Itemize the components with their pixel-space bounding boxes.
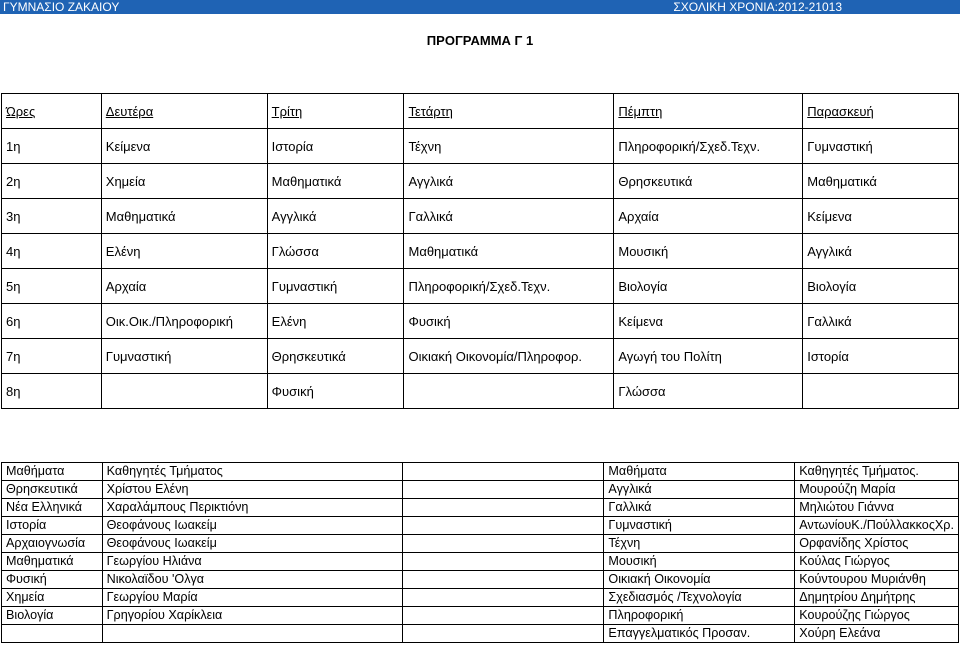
teachers-row bbox=[2, 481, 959, 499]
teachers-cell: Γυμναστική bbox=[604, 517, 795, 535]
schedule-header-row bbox=[2, 94, 959, 129]
schedule-cell: Αγγλικά bbox=[404, 164, 614, 199]
teachers-row bbox=[2, 517, 959, 535]
teachers-table bbox=[1, 462, 959, 643]
schedule-cell: Γυμναστική bbox=[101, 339, 267, 374]
schedule-cell: Αρχαία bbox=[101, 269, 267, 304]
schedule-cell: Αρχαία bbox=[614, 199, 803, 234]
teachers-cell: Θεοφάνους Ιωακείμ bbox=[102, 535, 403, 553]
teachers-cell: Μαθηματικά bbox=[2, 553, 103, 571]
schedule-cell: Οικ.Οικ./Πληροφορική bbox=[101, 304, 267, 339]
teachers-cell: Αρχαιογνωσία bbox=[2, 535, 103, 553]
teachers-row bbox=[2, 553, 959, 571]
teachers-spacer-cell bbox=[403, 553, 604, 571]
schedule-cell bbox=[404, 374, 614, 409]
teachers-header-cell: Μαθήματα bbox=[2, 463, 103, 481]
schedule-cell: Θρησκευτικά bbox=[614, 164, 803, 199]
teachers-cell: Θεοφάνους Ιωακείμ bbox=[102, 517, 403, 535]
page-title: ΠΡΟΓΡΑΜΜΑ Γ 1 bbox=[426, 33, 534, 48]
schedule-row bbox=[2, 199, 959, 234]
schedule-cell: Αγγλικά bbox=[267, 199, 404, 234]
teachers-cell: Χούρη Ελεάνα bbox=[795, 625, 959, 643]
schedule-cell: Ελένη bbox=[101, 234, 267, 269]
teachers-row bbox=[2, 499, 959, 517]
teachers-spacer-cell bbox=[403, 535, 604, 553]
schedule-cell: Μαθηματικά bbox=[101, 199, 267, 234]
schedule-cell: 1η bbox=[2, 129, 102, 164]
schedule-cell: Αγωγή του Πολίτη bbox=[614, 339, 803, 374]
teachers-cell: Γεωργίου Μαρία bbox=[102, 589, 403, 607]
schedule-cell: Πληροφορική/Σχεδ.Τεχν. bbox=[614, 129, 803, 164]
school-year: ΣΧΟΛΙΚΗ ΧΡΟΝΙΑ:2012-21013 bbox=[673, 0, 842, 14]
schedule-cell: Αγγλικά bbox=[803, 234, 959, 269]
schedule-header-cell: Τρίτη bbox=[267, 94, 404, 129]
schedule-row bbox=[2, 304, 959, 339]
teachers-cell bbox=[102, 625, 403, 643]
schedule-cell: Μαθηματικά bbox=[404, 234, 614, 269]
schedule-row bbox=[2, 269, 959, 304]
teachers-cell: Νέα Ελληνικά bbox=[2, 499, 103, 517]
teachers-spacer-cell bbox=[403, 571, 604, 589]
schedule-cell: Μαθηματικά bbox=[267, 164, 404, 199]
teachers-cell: Χαραλάμπους Περικτιόνη bbox=[102, 499, 403, 517]
schedule-row bbox=[2, 339, 959, 374]
schedule-row bbox=[2, 374, 959, 409]
teachers-cell: Μουρούζη Μαρία bbox=[795, 481, 959, 499]
schedule-cell: Ελένη bbox=[267, 304, 404, 339]
schedule-cell: Κείμενα bbox=[101, 129, 267, 164]
schedule-cell: Μαθηματικά bbox=[803, 164, 959, 199]
teachers-cell: Χρίστου Ελένη bbox=[102, 481, 403, 499]
teachers-cell bbox=[2, 625, 103, 643]
schedule-cell: Θρησκευτικά bbox=[267, 339, 404, 374]
teachers-cell: Βιολογία bbox=[2, 607, 103, 625]
teachers-cell: Επαγγελματικός Προσαν. bbox=[604, 625, 795, 643]
teachers-cell: Οικιακή Οικονομία bbox=[604, 571, 795, 589]
teachers-cell: Χημεία bbox=[2, 589, 103, 607]
teachers-cell: Δημητρίου Δημήτρης bbox=[795, 589, 959, 607]
teachers-spacer-cell bbox=[403, 625, 604, 643]
schedule-header-cell: Δευτέρα bbox=[101, 94, 267, 129]
schedule-row bbox=[2, 234, 959, 269]
teachers-cell: Θρησκευτικά bbox=[2, 481, 103, 499]
teachers-cell: Γαλλικά bbox=[604, 499, 795, 517]
teachers-cell: Ορφανίδης Χρίστος bbox=[795, 535, 959, 553]
school-name: ΓΥΜΝΑΣΙΟ ΖΑΚΑΙΟΥ bbox=[3, 0, 120, 14]
teachers-cell: Μηλιώτου Γιάννα bbox=[795, 499, 959, 517]
teachers-header-row bbox=[2, 463, 959, 481]
schedule-cell: Βιολογία bbox=[614, 269, 803, 304]
teachers-header-cell: Καθηγητές Τμήματος. bbox=[795, 463, 959, 481]
schedule-cell: Βιολογία bbox=[803, 269, 959, 304]
schedule-cell: Μουσική bbox=[614, 234, 803, 269]
schedule-cell: 2η bbox=[2, 164, 102, 199]
teachers-row bbox=[2, 535, 959, 553]
schedule-cell: Τέχνη bbox=[404, 129, 614, 164]
schedule-cell: Γλώσσα bbox=[267, 234, 404, 269]
teachers-spacer-cell bbox=[403, 589, 604, 607]
top-banner bbox=[0, 0, 960, 14]
schedule-cell: Πληροφορική/Σχεδ.Τεχν. bbox=[404, 269, 614, 304]
schedule-cell: 7η bbox=[2, 339, 102, 374]
teachers-row bbox=[2, 571, 959, 589]
schedule-cell: 3η bbox=[2, 199, 102, 234]
teachers-cell: Κουρούζης Γιώργος bbox=[795, 607, 959, 625]
schedule-table bbox=[1, 93, 959, 409]
schedule-header-cell: Ώρες bbox=[2, 94, 102, 129]
teachers-spacer-cell bbox=[403, 463, 604, 481]
schedule-header-cell: Πέμπτη bbox=[614, 94, 803, 129]
schedule-cell: 4η bbox=[2, 234, 102, 269]
schedule-cell: 5η bbox=[2, 269, 102, 304]
teachers-cell: Πληροφορική bbox=[604, 607, 795, 625]
teachers-spacer-cell bbox=[403, 517, 604, 535]
schedule-cell: 6η bbox=[2, 304, 102, 339]
schedule-cell: Γαλλικά bbox=[803, 304, 959, 339]
teachers-cell: Γρηγορίου Χαρίκλεια bbox=[102, 607, 403, 625]
teachers-cell: Φυσική bbox=[2, 571, 103, 589]
teachers-header-cell: Μαθήματα bbox=[604, 463, 795, 481]
schedule-cell: Φυσική bbox=[267, 374, 404, 409]
schedule-cell: Χημεία bbox=[101, 164, 267, 199]
schedule-cell: Γυμναστική bbox=[803, 129, 959, 164]
schedule-cell: Φυσική bbox=[404, 304, 614, 339]
schedule-cell: Γλώσσα bbox=[614, 374, 803, 409]
schedule-row bbox=[2, 129, 959, 164]
schedule-cell: Ιστορία bbox=[267, 129, 404, 164]
schedule-cell: Οικιακή Οικονομία/Πληροφορ. bbox=[404, 339, 614, 374]
schedule-header-cell: Τετάρτη bbox=[404, 94, 614, 129]
teachers-cell: Αγγλικά bbox=[604, 481, 795, 499]
teachers-cell: Μουσική bbox=[604, 553, 795, 571]
teachers-spacer-cell bbox=[403, 499, 604, 517]
teachers-spacer-cell bbox=[403, 607, 604, 625]
schedule-cell: Ιστορία bbox=[803, 339, 959, 374]
schedule-cell: Γυμναστική bbox=[267, 269, 404, 304]
teachers-cell: Σχεδιασμός /Τεχνολογία bbox=[604, 589, 795, 607]
schedule-header-cell: Παρασκευή bbox=[803, 94, 959, 129]
schedule-cell: Κείμενα bbox=[803, 199, 959, 234]
teachers-cell: Κούντουρου Μυριάνθη bbox=[795, 571, 959, 589]
teachers-row bbox=[2, 607, 959, 625]
teachers-cell: Γεωργίου Ηλιάνα bbox=[102, 553, 403, 571]
schedule-row bbox=[2, 164, 959, 199]
schedule-cell: Γαλλικά bbox=[404, 199, 614, 234]
teachers-cell: Τέχνη bbox=[604, 535, 795, 553]
teachers-cell: Νικολαϊδου 'Ολγα bbox=[102, 571, 403, 589]
teachers-spacer-cell bbox=[403, 481, 604, 499]
schedule-cell bbox=[101, 374, 267, 409]
teachers-cell: Κούλας Γιώργος bbox=[795, 553, 959, 571]
schedule-cell: 8η bbox=[2, 374, 102, 409]
schedule-cell bbox=[803, 374, 959, 409]
teachers-header-cell: Καθηγητές Τμήματος bbox=[102, 463, 403, 481]
teachers-row bbox=[2, 625, 959, 643]
teachers-cell: ΑντωνίουΚ./ΠούλλακκοςΧρ. bbox=[795, 517, 959, 535]
schedule-cell: Κείμενα bbox=[614, 304, 803, 339]
teachers-cell: Ιστορία bbox=[2, 517, 103, 535]
teachers-row bbox=[2, 589, 959, 607]
